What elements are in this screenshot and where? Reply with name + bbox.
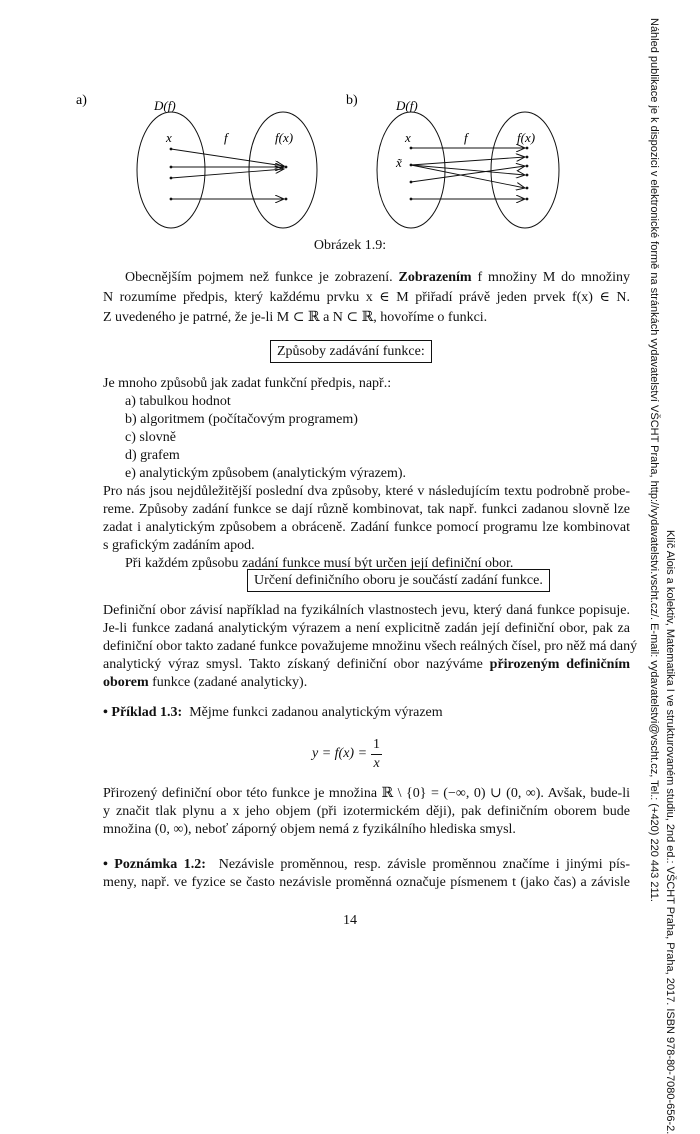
xtilde-label-b: x̃ (396, 155, 402, 170)
paragraph-line: reme. Způsoby zadání funkce se dají různě kombinovat, tak např. funkci zadanou slovně lze (103, 502, 630, 517)
domain-point (170, 177, 173, 180)
side-notice (646, 18, 678, 1134)
text-span: Mějme funkci zadanou analytickým výrazem (189, 705, 443, 720)
list-item: b) algoritmem (počítačovým programem) (125, 412, 358, 427)
paragraph-line: Je-li funkce zadaná analytickým výrazem a není explicitně zadán její definiční obor, pak za (103, 621, 630, 636)
side-notice-line-1: Klíč Alois a kolektiv, Matematika I ve strukturovaném studiu, 2nd ed.: VŠCHT Praha, Praha, 2017. ISBN 978-80-7080-656-2. (664, 530, 676, 1134)
example-heading (103, 703, 630, 723)
codomain-point (526, 187, 529, 190)
domain-point (410, 147, 413, 150)
section-box-methods: Způsoby zadávání funkce: (270, 340, 432, 363)
formula-lhs: y = f(x) = (312, 746, 368, 761)
codomain-point (285, 198, 288, 201)
domain-point (410, 164, 413, 167)
figure-label-a: a) (76, 93, 87, 108)
paragraph-line: zadat i analytickým způsobem a obráceně. Zadání funkce pomocí programu lze kombinovat (103, 520, 630, 535)
codomain-point (526, 198, 529, 201)
text-span: Obecnějším pojmem než funkce je zobrazení. (125, 270, 393, 285)
mapping-arrow (171, 169, 284, 178)
paragraph-line: definiční obor takto zadané funkce považujeme množinu všech reálných čísel, pro něž má daný (103, 639, 638, 654)
codomain-point (526, 174, 529, 177)
f-label-b: f (464, 130, 468, 145)
domain-point (410, 198, 413, 201)
mapping-arrow (411, 165, 525, 175)
codomain-point (285, 166, 288, 169)
figure-label-b: b) (346, 93, 358, 108)
paragraph-line: množina (0, ∞), neboť záporný objem nemá z fyzikálního hlediska smysl. (103, 822, 516, 837)
mapping-arrow (171, 149, 284, 166)
text-span: f množiny M do množiny (477, 270, 631, 285)
domain-point (170, 148, 173, 151)
f-label-a: f (224, 130, 228, 145)
paragraph-line: y značit tlak plynu a x jeho objem (při izotermickém ději), pak definičním oborem bude (103, 804, 630, 819)
list-item: d) grafem (125, 448, 180, 463)
text-span: Nezávisle proměnnou, resp. závisle proměnnou značíme i jinými pís- (218, 857, 630, 872)
paragraph-line: Pro nás jsou nejdůležitější poslední dva způsoby, které v následujícím textu podrobně probe- (103, 484, 630, 499)
mapping-figure (70, 90, 630, 240)
figure-caption: Obrázek 1.9: (313, 238, 387, 253)
codomain-point (526, 165, 529, 168)
x-label-a: x (166, 130, 172, 145)
paragraph-line: meny, např. ve fyzice se často nezávisle proměnná označuje písmenem t (jako čas) a závisle (103, 875, 630, 890)
text-span: funkce (zadané analyticky). (152, 675, 308, 690)
fx-label-b: f(x) (517, 130, 536, 145)
paragraph-line (125, 268, 630, 288)
paragraph-line (103, 655, 630, 675)
example-label: • Příklad 1.3: (103, 705, 183, 720)
paragraph-line: N rozumíme předpis, který každému prvku x ∈ M přiřadí právě jeden prvek f(x) ∈ N. (103, 290, 630, 305)
paragraph-line: Z uvedeného je patrné, že je-li M ⊂ ℝ a N ⊂ ℝ, hovoříme o funkci. (103, 310, 488, 325)
fraction (371, 736, 382, 773)
fraction-denominator: x (373, 755, 380, 771)
domain-label-b: D(f) (396, 98, 418, 113)
side-notice-line-2: Náhled publikace je k dispozici v elektronické formě na stránkách vydavatelství VŠCHT Praha, http://vydavatelstvi.vscht.cz/. E-mail: vydavatelstvi@vscht.cz, Tel.: (+420) 220 443 211. (648, 18, 660, 902)
section-box-domain: Určení definičního oboru je součástí zadání funkce. (247, 569, 550, 592)
domain-label-a: D(f) (154, 98, 176, 113)
bold-term: oborem (103, 675, 149, 690)
domain-point (170, 166, 173, 169)
bold-term: přirozeným definičním (489, 657, 631, 672)
domain-point (170, 198, 173, 201)
codomain-point (526, 156, 529, 159)
x-label-b: x (405, 130, 411, 145)
list-intro: Je mnoho způsobů jak zadat funkční předpis, např.: (103, 376, 392, 391)
list-item: e) analytickým způsobem (analytickým výrazem). (125, 466, 407, 481)
mapping-arrow (411, 157, 525, 165)
codomain-point (526, 147, 529, 150)
remark-line (103, 855, 630, 875)
list-item: c) slovně (125, 430, 176, 445)
page-number: 14 (343, 913, 357, 928)
formula (312, 732, 382, 776)
bold-term: Zobrazením (398, 270, 472, 285)
paragraph-line: Definiční obor závisí například na fyzikálních vlastnostech jevu, který daná funkce popisuje. (103, 603, 630, 618)
text-span: analytický výraz smysl. Takto získaný definiční obor nazýváme (103, 657, 483, 672)
paragraph-line: s grafickým zadáním apod. (103, 538, 255, 553)
paragraph-line: Při každém způsobu zadání funkce musí být určen její definiční obor. (125, 556, 514, 571)
fx-label-a: f(x) (275, 130, 294, 145)
domain-point (410, 181, 413, 184)
paragraph-line: Přirozený definiční obor této funkce je množina ℝ \ {0} = (−∞, 0) ∪ (0, ∞). Avšak, bude-li (103, 786, 630, 801)
paragraph-line (103, 673, 630, 693)
list-item: a) tabulkou hodnot (125, 394, 231, 409)
fraction-numerator: 1 (371, 736, 382, 755)
remark-label: • Poznámka 1.2: (103, 857, 206, 872)
